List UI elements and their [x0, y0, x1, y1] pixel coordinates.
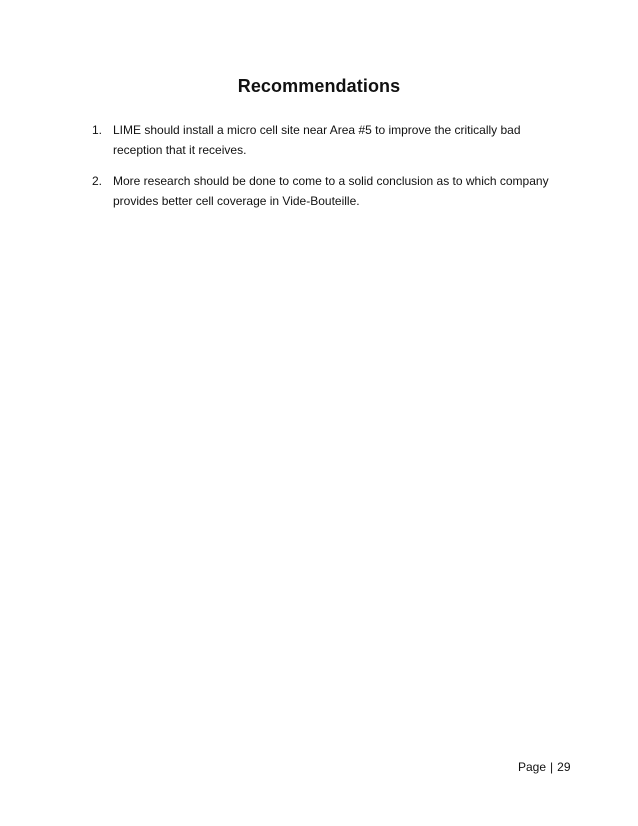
page-footer: [518, 760, 571, 774]
list-item: [92, 171, 572, 211]
page-separator: |: [550, 760, 554, 774]
page-title: Recommendations: [237, 76, 401, 96]
list-item-text: More research should be done to come to a solid conclusion as to which company provides better cell coverage in Vide-Bouteille.: [113, 174, 549, 208]
page-number: 29: [557, 760, 571, 774]
list-item-text: LIME should install a micro cell site near Area #5 to improve the critically bad reception that it receives.: [113, 123, 521, 157]
page-label: Page: [518, 760, 547, 774]
list-item: [92, 120, 572, 160]
list-item-number: 2.: [92, 174, 103, 188]
list-item-number: 1.: [92, 123, 103, 137]
recommendations-list: [92, 120, 572, 222]
